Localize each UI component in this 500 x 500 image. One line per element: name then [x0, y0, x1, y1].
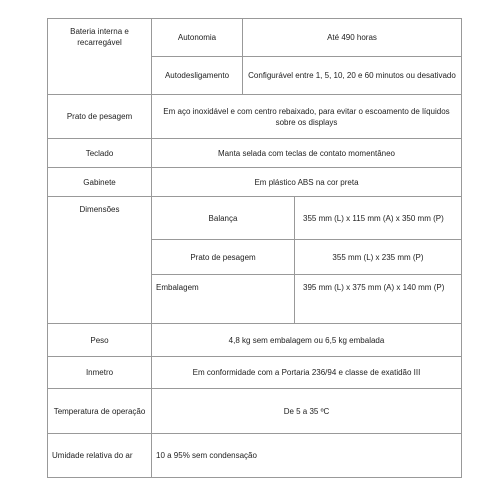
table-row-temperatura	[48, 389, 462, 434]
value-inmetro: Em conformidade com a Portaria 236/94 e classe de exatidão III	[152, 357, 462, 389]
table-row-gabinete	[48, 168, 462, 197]
value-prato-pesagem: 355 mm (L) x 235 mm (P)	[295, 240, 462, 275]
row-label-bateria: Bateria interna e recarregável	[48, 19, 152, 95]
value-umidade: 10 a 95% sem condensação	[152, 434, 462, 478]
row-label-peso: Peso	[48, 324, 152, 357]
row-label-gabinete: Gabinete	[48, 168, 152, 197]
table-row-peso	[48, 324, 462, 357]
sub-label-embalagem: Embalagem	[152, 275, 295, 324]
table-row-teclado	[48, 139, 462, 168]
row-label-inmetro: Inmetro	[48, 357, 152, 389]
row-label-teclado: Teclado	[48, 139, 152, 168]
value-gabinete: Em plástico ABS na cor preta	[152, 168, 462, 197]
table-row-prato	[48, 95, 462, 139]
value-balanca: 355 mm (L) x 115 mm (A) x 350 mm (P)	[295, 197, 462, 240]
sub-label-autodesligamento: Autodesligamento	[152, 57, 243, 95]
value-peso: 4,8 kg sem embalagem ou 6,5 kg embalada	[152, 324, 462, 357]
row-label-temperatura: Temperatura de operação	[48, 389, 152, 434]
sub-label-autonomia: Autonomia	[152, 19, 243, 57]
table-row-inmetro	[48, 357, 462, 389]
value-prato: Em aço inoxidável e com centro rebaixado, para evitar o escoamento de líquidos sobre os displays	[152, 95, 462, 139]
value-autodesligamento: Configurável entre 1, 5, 10, 20 e 60 minutos ou desativado	[243, 57, 462, 95]
row-label-umidade: Umidade relativa do ar	[48, 434, 152, 478]
table-row-dimensoes-balanca	[48, 197, 462, 240]
value-teclado: Manta selada com teclas de contato momentâneo	[152, 139, 462, 168]
sub-label-balanca: Balança	[152, 197, 295, 240]
table-row-bateria	[48, 19, 462, 57]
value-autonomia: Até 490 horas	[243, 19, 462, 57]
row-label-dimensoes: Dimensões	[48, 197, 152, 324]
sub-label-prato-pesagem: Prato de pesagem	[152, 240, 295, 275]
specifications-table	[47, 18, 462, 478]
table-row-umidade	[48, 434, 462, 478]
value-temperatura: De 5 a 35 ºC	[152, 389, 462, 434]
value-embalagem: 395 mm (L) x 375 mm (A) x 140 mm (P)	[295, 275, 462, 324]
row-label-prato: Prato de pesagem	[48, 95, 152, 139]
